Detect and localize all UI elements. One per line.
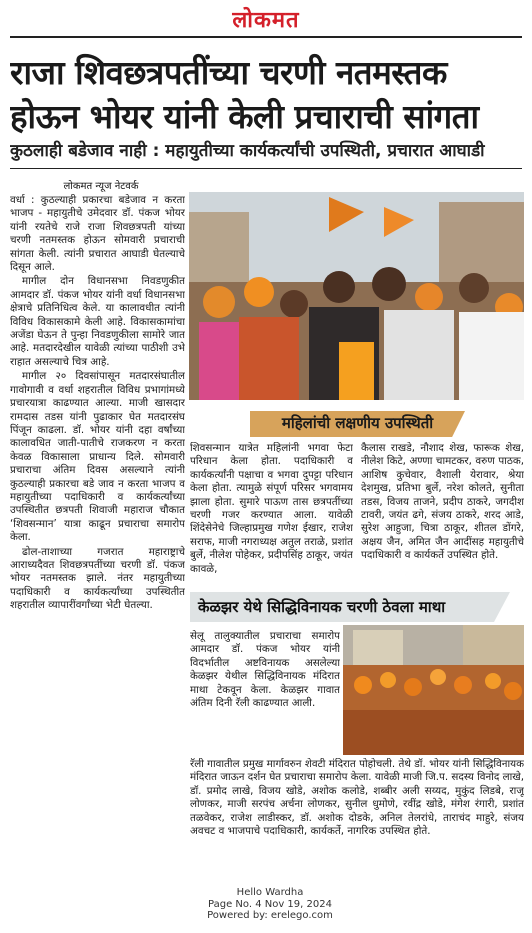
paragraph: ढोल-ताशाच्या गजरात महाराष्ट्राचे आराध्यदैवत शिवछत्रपतींच्या चरणी डॉ. पंकज भोयर नतमस्तक झाले. नंतर महायुतीच्या पदाधिकारी व कार्यकर्त्यांच्या उपस्थितीत शहरातील व्यापारींवर्गांच्या भेटी घेतल्या. [10, 545, 185, 612]
kelzar-bottom-column [190, 758, 524, 870]
paragraph: शिवसन्मान यात्रेत महिलांनी भगवा फेटा परिधान केला होता. पदाधिकारी व कार्यकर्त्यांनी पक्षाचा व भगवा दुपट्टा परिधान केला होता. त्यामुळे संपूर्ण परिसर भगवामय झाला होता. सुमारे पाऊण तास छत्रपतींच्या चरणी गजर करण्यात आला. यावेळी शिंदेसेनेचे जिल्हाप्रमुख गणेश ईखार, राजेश सराफ, माजी नगराध्यक्ष अतुल तराळे, प्रशांत बुर्ले, नीलेश पोहेकर, प्रदीपसिंह ठाकूर, जयंत कावळे, [190, 442, 353, 574]
kelzar-rally-photo [343, 625, 524, 755]
paragraph: कैलास राखडे, नौशाद शेख, फारूक शेख, नीलेश किटे, अण्णा चामटकर, वरुण पाठक, आशिष कुचेवार, वैशाली येरावार, श्रेया देशमुख, प्रतिभा बुर्ले, नरेश कोलते, सुनीता तडस, विजय ताजने, प्रदीप ठाकरे, जगदीश टावरी, जयंत ढगे, संजय ठाकरे, शरद आडे, सुरेश आहुजा, चित्रा ठाकूर, शीतल डोंगरे, अक्षय जैन, अमित जैन आदींसह महायुतीचे पदाधिकारी व कार्यकर्ते उपस्थित होते. [361, 442, 524, 562]
paragraph: सेलू तालुक्यातील प्रचाराचा समारोप आमदार डॉ. पंकज भोयर यांनी विदर्भातील अष्टविनायक असलेल्या केळझर येथील सिद्धिविनायक मंदिरात माथा टेकवून केला. केळझर गावात अंतिम दिनी रॅली काढण्यात आली. [190, 630, 340, 710]
left-column [10, 194, 185, 884]
women-column-2 [361, 442, 524, 574]
paragraph: मागील दोन विधानसभा निवडणुकीत आमदार डॉ. पंकज भोयर यांनी वर्धा विधानसभा क्षेत्राचे प्रतिनिधित्व केले. या कालावधीत त्यांनी विविध विकासकामे केली आहे. विकासकामांचा अजेंडा घेऊन ते पुन्हा निवडणुकीला सामोरे जात आहे. मतदारदेखील यावेळी त्यांच्या पाठीशी उभे राहात असल्याचे चित्र आहे. [10, 275, 185, 368]
paragraph: वर्धा : कुठल्याही प्रकारचा बडेजाव न करता भाजप - महायुतीचे उमेदवार डॉ. पंकज भोयर यांनी रयतेचे राजे राजा शिवछत्रपती यांच्या चरणी नतमस्तक होऊन सोमवारी प्रचाराची सांगता केली. त्यांनी प्रचारात आघाडी घेतल्याचे दिसून आले. [10, 194, 185, 274]
top-rule [10, 36, 522, 38]
footer-publication: Hello Wardha [236, 887, 304, 898]
subheadline: कुठलाही बडेजाव नाही : महायुतीच्या कार्यकर्त्यांची उपस्थिती, प्रचारात आघाडी [10, 141, 485, 161]
byline: लोकमत न्यूज नेटवर्क [63, 181, 139, 192]
women-column-1 [190, 442, 353, 574]
kelzar-photo-illustration [343, 625, 524, 755]
banner-title: महिलांची लक्षणीय उपस्थिती [281, 414, 434, 432]
footer-page-date: Page No. 4 Nov 19, 2024 [208, 898, 332, 910]
kelzar-column [190, 630, 340, 756]
rally-photo-illustration [189, 192, 524, 400]
footer-powered-by: Powered by: erelego.com [207, 910, 333, 921]
banner-title: केळझर येथे सिद्धिविनायक चरणी ठेवला माथा [198, 598, 446, 616]
section-banner-women [250, 411, 465, 437]
masthead-text: लोकमत [232, 7, 300, 33]
headline-line-1: राजा शिवछत्रपतींच्या चरणी नतमस्तक [10, 53, 447, 92]
paragraph: मागील २० दिवसांपासून मतदारसंघातील गावोगावी व वर्धा शहरातील विविध प्रभागांमध्ये प्रचारयात्रा काढण्यात आल्या. माजी खासदार रामदास तडस यांनी पुढाकार घेत मतदारसंघ पिंजून काढला. डॉ. भोयर यांनी दहा वर्षांच्या कालावधित जाती-पातीचे राजकरण न करता केवळ विकासाला प्राधान्य दिले. सोमवारी प्रचाराचा अंतिम दिवस असल्याने त्यांनी कुठल्याही प्रकारचा बडे जाव न करता भाजप व महायुतीच्या पदाधिकारी व कार्यकर्त्यांच्या उपस्थितीत छत्रपती शिवाजी महाराज चौकात ‘शिवसन्मान’ यात्रा काढून प्रचाराचा समारोप केला. [10, 370, 185, 544]
subhead-rule [10, 168, 522, 169]
rally-photo [189, 192, 524, 400]
section-banner-kelzar [190, 592, 524, 622]
headline-line-2: होऊन भोयर यांनी केली प्रचाराची सांगता [10, 97, 479, 136]
masthead-logo [0, 4, 532, 34]
page-footer [170, 887, 370, 922]
paragraph: रॅली गावातील प्रमुख मार्गावरुन शेवटी मंदिरात पोहोचली. तेथे डॉ. भोयर यांनी सिद्धिविनायक मंदिरात जाऊन दर्शन घेत प्रचाराचा समारोप केला. यावेळी माजी जि.प. सदस्य विनोद लाखे, डॉ. प्रमोद लाखे, विजय खोडे, अशोक कलोडे, शब्बीर अली सय्यद, मुकुंद लिडबे, राजू लोणकर, माजी सरपंच अर्चना लोणकर, सुनील धुमोणे, रवींद्र खोडे, मंगेश रंगारी, प्रशांत तळवेकर, राजेश लाडीस्कर, डॉ. अशोक दोडके, अनिल तेलरांधे, ताराचंद माहुरे, संजय अवचट व भाजपाचे पदाधिकारी, कार्यकर्ते, नागरिक उपस्थित होते. [190, 758, 524, 838]
